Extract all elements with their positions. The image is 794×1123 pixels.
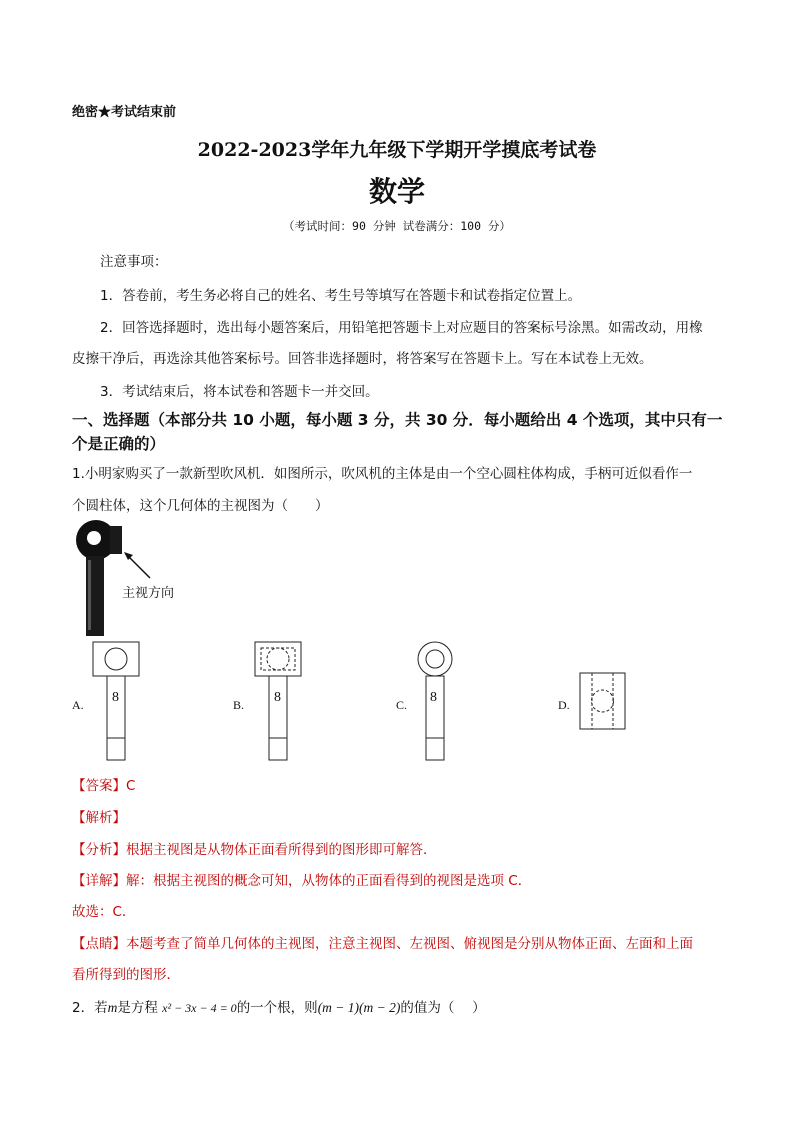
answer-value: C <box>126 778 136 794</box>
option-a-digit: 8 <box>112 690 119 705</box>
q2-equation: x² − 3x − 4 = 0 <box>162 1001 237 1015</box>
dianjing-line1 <box>72 932 693 952</box>
note-2a: 2．回答选择题时，选出每小题答案后，用铅笔把答题卡上对应题目的答案标号涂黑。如需改动，用橡 <box>100 320 703 336</box>
option-b-label: B. <box>233 698 245 712</box>
jiexi-tag: 【解析】 <box>72 810 126 826</box>
notes-heading: 注意事项： <box>100 254 168 270</box>
q2-suffix: 的值为（ ） <box>400 1000 486 1016</box>
dianjing-tag: 【点睛】 <box>72 936 126 952</box>
guxuan-text: 故选：C． <box>72 904 136 920</box>
option-a-label: A. <box>72 698 84 712</box>
view-direction-arrow-icon <box>128 556 150 578</box>
q2-var: m <box>107 1000 118 1015</box>
fenxi-text: 根据主视图是从物体正面看所得到的图形即可解答． <box>126 842 437 858</box>
q1-text-line1: 1.小明家购买了一款新型吹风机．如图所示，吹风机的主体是由一个空心圆柱体构成，手柄可近似看作一 <box>72 466 693 482</box>
section-heading-line1: 一、选择题（本部分共 10 小题，每小题 3 分，共 30 分．每小题给出 4 个选项，其中只有一 <box>72 411 723 429</box>
option-b-digit: 8 <box>274 690 281 705</box>
q2-mid: 是方程 <box>117 1000 158 1016</box>
exam-time-info: （考试时间：90 分钟 试卷满分：100 分） <box>283 219 511 233</box>
dianjing-text-2: 看所得到的图形． <box>72 967 180 983</box>
fenxi-line <box>72 838 437 858</box>
view-direction-label: 主视方向 <box>122 586 175 601</box>
q1-text-line2: 个圆柱体，这个几何体的主视图为（ ） <box>72 498 329 514</box>
xiangjie-line <box>72 869 531 889</box>
option-c-label: C. <box>396 698 408 712</box>
option-d-label: D. <box>558 698 570 712</box>
secret-label: 绝密★考试结束前 <box>72 105 177 120</box>
hair-dryer-photo <box>70 518 210 638</box>
note-3: 3．考试结束后，将本试卷和答题卡一并交回。 <box>100 384 379 400</box>
exam-title: 2022-2023学年九年级下学期开学摸底考试卷 <box>197 139 597 161</box>
option-c-digit: 8 <box>430 690 437 705</box>
note-2b: 皮擦干净后，再选涂其他答案标号。回答非选择题时，将答案写在答题卡上。写在本试卷上无效。 <box>72 351 653 367</box>
section-heading-line2: 个是正确的） <box>72 435 166 453</box>
answer-tag: 【答案】 <box>72 778 126 794</box>
q2-mid2: 的一个根，则 <box>236 1000 318 1016</box>
dianjing-text-1: 本题考查了简单几何体的主视图，注意主视图、左视图、俯视图是分别从物体正面、左面和上面 <box>126 936 693 952</box>
note-1: 1．答卷前，考生务必将自己的姓名、考生号等填写在答题卡和试卷指定位置上。 <box>100 288 582 304</box>
xiangjie-text: 解：根据主视图的概念可知，从物体的正面看得到的视图是选项 C． <box>126 873 532 889</box>
xiangjie-tag: 【详解】 <box>72 873 126 889</box>
option-d-figure <box>579 672 627 732</box>
answer-line <box>72 774 135 794</box>
q2-expression: (m − 1)(m − 2) <box>317 1000 401 1015</box>
fenxi-tag: 【分析】 <box>72 842 126 858</box>
q2-prefix: 2．若 <box>72 1000 108 1016</box>
subject-title: 数学 <box>368 175 425 208</box>
q2-text <box>72 996 486 1016</box>
